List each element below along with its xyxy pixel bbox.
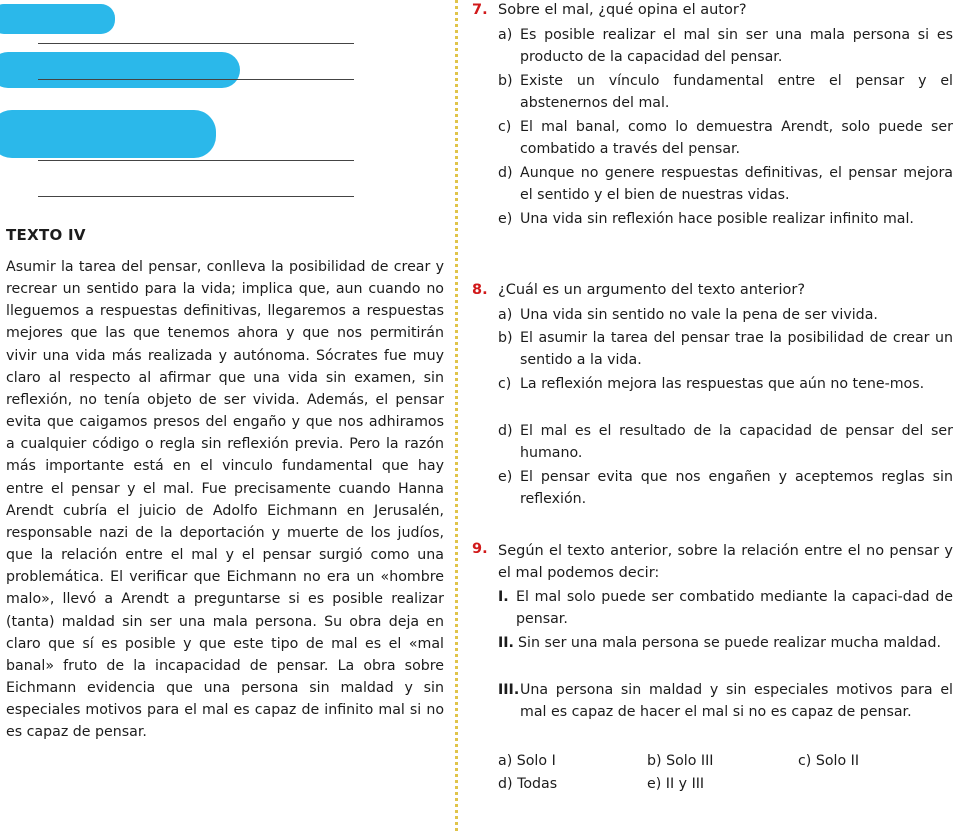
answer-line-2 (38, 79, 354, 80)
question-8-option-b[interactable] (498, 327, 953, 371)
question-9-text: Según el texto anterior, sobre la relación entre el no pensar y el mal podemos decir: (498, 543, 953, 581)
option-label: e) (498, 469, 513, 485)
option-text: El mal banal, como lo demuestra Arendt, solo puede ser combatido a través del pensar. (520, 119, 953, 157)
option-label: c) (498, 376, 512, 392)
option-text: La reflexión mejora las respuestas que aún no tene-mos. (520, 376, 925, 392)
question-9-choice-c[interactable] (798, 753, 859, 769)
option-label: d) (498, 165, 513, 181)
question-8-option-a[interactable] (498, 304, 953, 326)
question-7-option-c[interactable] (498, 116, 953, 160)
option-label: a) (498, 27, 513, 43)
choice-label: d) (498, 776, 513, 792)
choice-text: Solo III (666, 753, 714, 769)
question-7-text: Sobre el mal, ¿qué opina el autor? (498, 2, 747, 18)
option-text: Aunque no genere respuestas definitivas, el pensar mejora el sentido y el bien de nuestras vidas. (520, 165, 953, 203)
option-label: a) (498, 307, 513, 323)
question-7-option-b[interactable] (498, 70, 953, 114)
choice-text: Solo II (815, 753, 860, 769)
option-label: d) (498, 423, 513, 439)
option-text: Una vida sin sentido no vale la pena de ser vivida. (520, 307, 878, 323)
answer-line-3 (38, 160, 354, 161)
question-8-number: 8. (472, 282, 488, 298)
option-label: e) (498, 211, 513, 227)
statement-label: II. (498, 635, 514, 651)
texto-iv-title: TEXTO IV (6, 226, 86, 244)
choice-label: e) (647, 776, 662, 792)
question-8-option-d[interactable] (498, 420, 953, 464)
option-text: El pensar evita que nos engañen y aceptemos reglas sin reflexión. (520, 469, 953, 507)
choice-text: Todas (517, 776, 558, 792)
option-text: El asumir la tarea del pensar trae la posibilidad de crear un sentido a la vida. (520, 330, 953, 368)
choice-text: Solo I (516, 753, 556, 769)
question-8-option-e[interactable] (498, 466, 953, 510)
choice-label: b) (647, 753, 662, 769)
redaction-mark-1 (0, 4, 115, 34)
question-7-option-d[interactable] (498, 162, 953, 206)
question-9-choice-b[interactable] (647, 753, 713, 769)
question-9-choice-a[interactable] (498, 753, 556, 769)
option-text: El mal es el resultado de la capacidad de pensar del ser humano. (520, 423, 953, 461)
option-text: Es posible realizar el mal sin ser una mala persona si es producto de la capacidad del pensar. (520, 27, 953, 65)
column-divider (455, 0, 458, 831)
redaction-mark-3 (0, 110, 216, 158)
option-label: c) (498, 119, 512, 135)
question-9-number: 9. (472, 541, 488, 557)
question-8-option-c[interactable] (498, 373, 953, 395)
question-9-choice-d[interactable] (498, 776, 557, 792)
statement-label: III. (498, 682, 520, 698)
question-9 (466, 541, 958, 585)
choice-label: c) (798, 753, 812, 769)
option-label: b) (498, 73, 513, 89)
statement-text: Sin ser una mala persona se puede realizar mucha maldad. (518, 635, 941, 651)
statement-label: I. (498, 589, 509, 605)
statement-text: Una persona sin maldad y sin especiales motivos para el mal es capaz de hacer el mal si no es capaz de pensar. (520, 682, 953, 720)
choice-label: a) (498, 753, 513, 769)
question-9-statement-1 (498, 586, 953, 630)
answer-line-1 (38, 43, 354, 44)
answer-line-4 (38, 196, 354, 197)
question-7-option-a[interactable] (498, 24, 953, 68)
question-9-statement-3 (498, 679, 953, 723)
choice-text: II y III (665, 776, 705, 792)
question-7-number: 7. (472, 2, 488, 18)
option-text: Existe un vínculo fundamental entre el pensar y el abstenernos del mal. (520, 73, 953, 111)
option-text: Una vida sin reflexión hace posible realizar infinito mal. (520, 211, 914, 227)
statement-text: El mal solo puede ser combatido mediante la capaci-dad de pensar. (516, 589, 953, 627)
option-label: b) (498, 330, 513, 346)
question-9-choice-e[interactable] (647, 776, 704, 792)
texto-iv-passage: Asumir la tarea del pensar, conlleva la posibilidad de crear y recrear un sentido para la vida; implica que, aun cuando no lleguemos a respuestas definitivas, llegaremos a respuestas mejores que las que tenemos ahora y que nos permitirán vivir una vida más realizada y autónoma. Sócrates fue muy claro al respecto al afirmar que una vida sin examen, sin reflexión, no tenía objeto de ser vivida. Además, el pensar evita que caigamos presos del engaño y que nos adhiramos a cualquier código o regla sin reflexión previa. Pero la razón más importante está en el vinculo fundamental que hay entre el pensar y el mal. Fue precisamente cuando Hanna Arendt cubría el juicio de Adolfo Eichmann en Jerusalén, responsable nazi de la deportación y muerte de los judíos, que la relación entre el mal y el pensar surgió como una problemática. El verificar que Eichmann no era un «hombre malo», llevó a Arendt a preguntarse si es posible realizar (tanta) maldad sin ser una mala persona. Su obra deja en claro que sí es posible y que este tipo de mal es el «mal banal» fruto de la incapacidad de pensar. La obra sobre Eichmann evidencia que una persona sin maldad y sin especiales motivos para el mal es capaz de infinito mal si no es capaz de pensar. (6, 259, 444, 741)
question-9-statement-2 (498, 632, 953, 654)
question-8-text: ¿Cuál es un argumento del texto anterior? (498, 282, 806, 298)
question-7-option-e[interactable] (498, 208, 953, 230)
redaction-mark-2 (0, 52, 240, 88)
